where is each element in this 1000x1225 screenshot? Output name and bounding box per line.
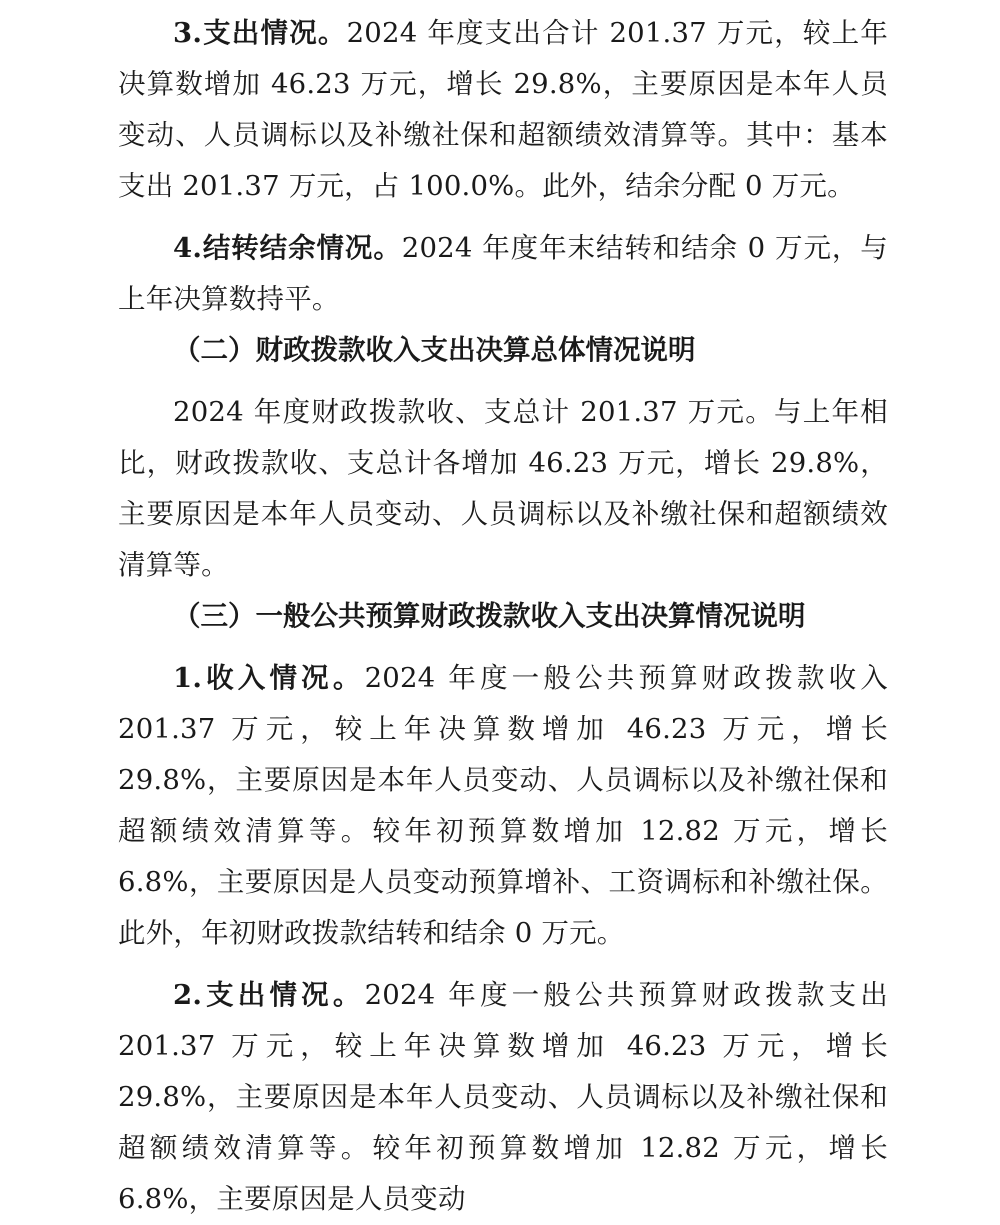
paragraph-body-text: 2024 年度一般公共预算财政拨款收入 201.37 万元，较上年决算数增加 46.23 万元，增长 29.8%，主要原因是本年人员变动、人员调标以及补缴社保和超额绩效清算等。较年初预算数增加 12.82 万元，增长 6.8%，主要原因是人员变动预算增补、工资调标和补缴社保。此外，年初财政拨款结转和结余 0 万元。 (118, 662, 889, 949)
paragraph-expenditure-situation (118, 8, 888, 212)
heading-general-public-budget: （三）一般公共预算财政拨款收入支出决算情况说明 (173, 600, 806, 632)
paragraph-lead-label: 1.收入情况。 (173, 662, 365, 694)
paragraph-fiscal-appropriation-overall-body: 2024 年度财政拨款收、支总计 201.37 万元。与上年相比，财政拨款收、支总计各增加 46.23 万元，增长 29.8%，主要原因是本年人员变动、人员调标以及补缴社保和超额绩效清算等。 (118, 396, 888, 581)
paragraph-body-text: 2024 年度一般公共预算财政拨款支出 201.37 万元，较上年决算数增加 46.23 万元，增长 29.8%，主要原因是本年人员变动、人员调标以及补缴社保和超额绩效清算等。较年初预算数增加 12.82 万元，增长 6.8%，主要原因是人员变动 (118, 979, 889, 1215)
paragraph-expenditure-situation-2 (118, 970, 888, 1225)
paragraph-body-text: 2024 年度支出合计 201.37 万元，较上年决算数增加 46.23 万元，增长 29.8%，主要原因是本年人员变动、人员调标以及补缴社保和超额绩效清算等。其中：基本支出 201.37 万元，占 100.0%。此外，结余分配 0 万元。 (118, 17, 889, 202)
paragraph-carryover-balance-situation (118, 223, 888, 325)
paragraph-lead-label: 2.支出情况。 (173, 979, 365, 1011)
paragraph-body-text: 2024 年度年末结转和结余 0 万元，与上年决算数持平。 (118, 232, 888, 315)
heading-fiscal-appropriation-overall: （二）财政拨款收入支出决算总体情况说明 (173, 334, 696, 366)
paragraph-lead-label: 4.结转结余情况。 (173, 232, 402, 264)
paragraph-income-situation (118, 653, 888, 959)
paragraph-lead-label: 3.支出情况。 (173, 17, 347, 49)
